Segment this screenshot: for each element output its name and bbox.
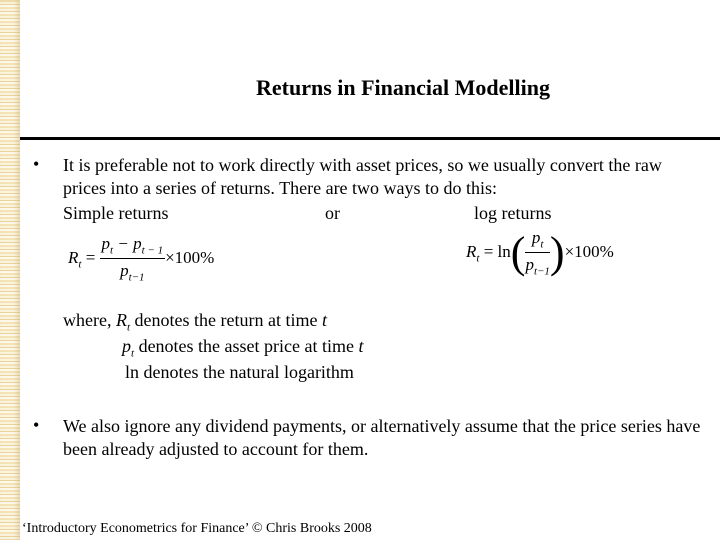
simple-fraction: $\frac{p_t - p_{t - 1}}{p_{t-1}}$ xyxy=(101,234,164,284)
bullet-marker-1: • xyxy=(33,154,40,174)
ln-operator: ln xyxy=(497,241,511,261)
simple-returns-label: Simple returns xyxy=(63,203,169,223)
bullet-text-2: We also ignore any dividend payments, or alternatively assume that the price series have been already adjusted to account for them. xyxy=(63,416,701,459)
bullet-text-1: It is preferable not to work directly with asset prices, so we usually convert the raw prices into a series of returns. There are two ways to do this: xyxy=(63,155,662,198)
log-return-formula: $R_t = \ln$( $\frac{p_t}{p_{t-1}}$ )×100% xyxy=(466,227,614,278)
where-rt-line: where, $R_t$ denotes the return at time t xyxy=(63,310,327,334)
where-ln-line: ln denotes the natural logarithm xyxy=(125,362,354,382)
or-label: or xyxy=(325,203,340,223)
simple-return-formula xyxy=(68,234,214,284)
equals-sign: = xyxy=(81,247,100,267)
slide-footer: ‘Introductory Econometrics for Finance’ © Chris Brooks 2008 xyxy=(22,521,372,536)
log-fraction: $\frac{p_t}{p_{t-1}}$ xyxy=(525,228,550,278)
where-pt-line: $p_t$ denotes the asset price at time t xyxy=(122,336,364,360)
formula-lhs: $R_t$ xyxy=(68,247,82,271)
title-divider xyxy=(20,137,720,140)
times-100-percent: ×100% xyxy=(165,247,215,267)
formula-lhs-log: $R_t$ xyxy=(466,241,480,265)
log-returns-label: log returns xyxy=(474,203,552,223)
slide-title: Returns in Financial Modelling xyxy=(256,75,550,100)
bullet-marker-2: • xyxy=(33,415,40,435)
